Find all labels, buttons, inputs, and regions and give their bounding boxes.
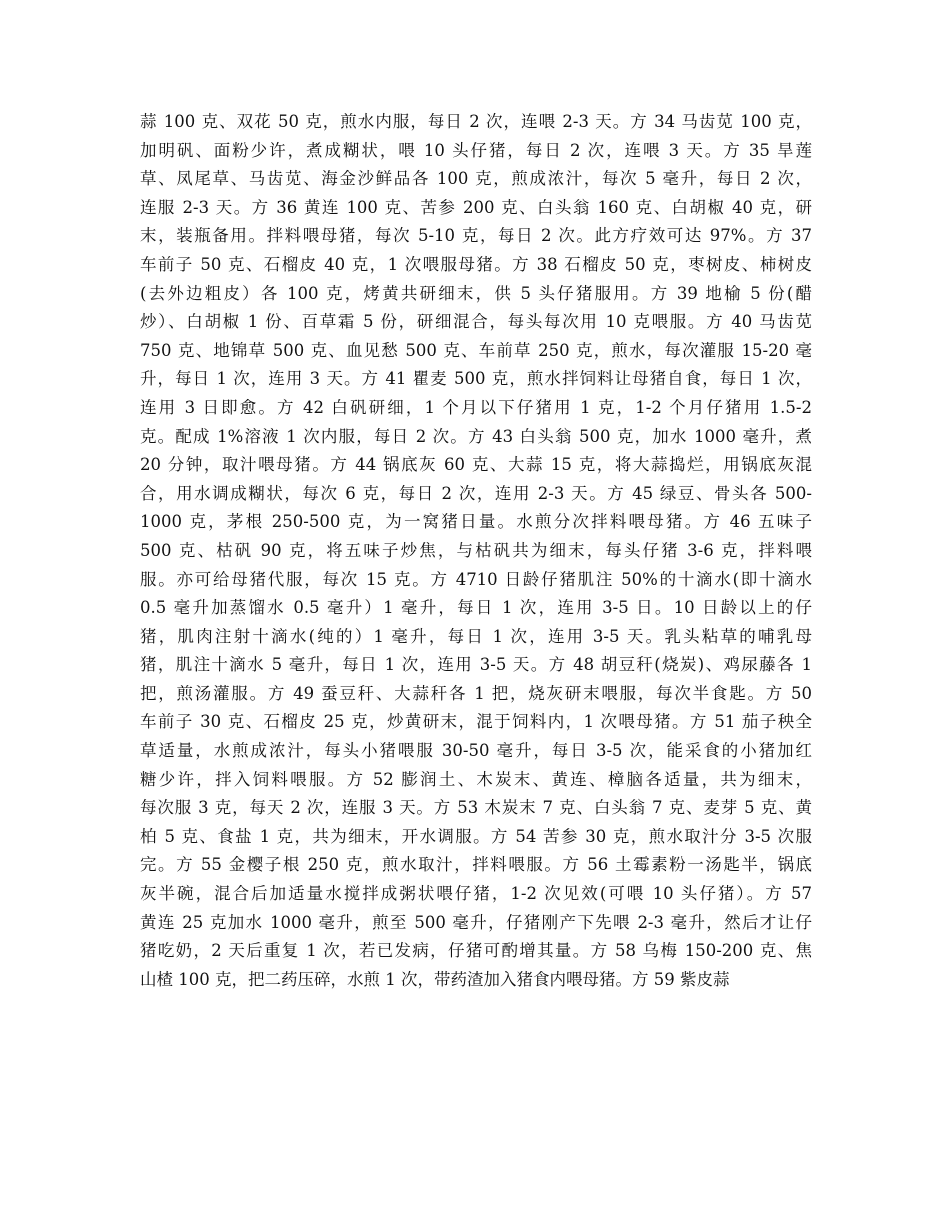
text-line-23: 草适量，水煎成浓汁，每头小猪喂服 30-50 毫升，每日 3-5 次，能采食的小猪加红: [140, 741, 812, 761]
text-line-30: 猪吃奶，2 天后重复 1 次，若已发病，仔猪可酌增其量。方 58 乌梅 150-200 克、焦: [140, 941, 812, 961]
text-line-25: 每次服 3 克，每天 2 次，连服 3 天。方 53 木炭末 7 克、白头翁 7 克、麦芽 5 克、黄: [140, 798, 812, 818]
text-line-29: 黄连 25 克加水 1000 毫升，煎至 500 毫升，仔猪刚产下先喂 2-3 毫升，然后才让仔: [140, 912, 812, 932]
text-line-8: 炒）、白胡椒 1 份、百草霜 5 份，研细混合，每头每次用 10 克喂服。方 40 马齿苋: [140, 312, 812, 332]
text-line-20: 猪，肌注十滴水 5 毫升，每日 1 次，连用 3-5 天。方 48 胡豆秆(烧炭)、鸡尿藤各 1: [140, 655, 812, 675]
text-line-18: 0.5 毫升加蒸馏水 0.5 毫升）1 毫升，每日 1 次，连用 3-5 日。10 日龄以上的仔: [140, 598, 812, 618]
text-line-22: 车前子 30 克、石榴皮 25 克，炒黄研末，混于饲料内，1 次喂母猪。方 51 茄子秧全: [140, 712, 812, 732]
text-line-6: 车前子 50 克、石榴皮 40 克，1 次喂服母猪。方 38 石榴皮 50 克，枣树皮、柿树皮: [140, 254, 812, 274]
text-line-7: (去外边粗皮）各 100 克，烤黄共研细末，供 5 头仔猪服用。方 39 地榆 5 份(醋: [140, 283, 812, 303]
text-line-26: 柏 5 克、食盐 1 克，共为细末，开水调服。方 54 苦参 30 克，煎水取汁分 3-5 次服: [140, 826, 812, 846]
text-line-12: 克。配成 1%溶液 1 次内服，每日 2 次。方 43 白头翁 500 克，加水 1000 毫升，煮: [140, 426, 812, 446]
text-line-4: 连服 2-3 天。方 36 黄连 100 克、苦参 200 克、白头翁 160 克、白胡椒 40 克，研: [140, 197, 812, 217]
text-line-21: 把，煎汤灌服。方 49 蚕豆秆、大蒜秆各 1 把，烧灰研末喂服，每次半食匙。方 50: [140, 683, 812, 703]
text-line-14: 合，用水调成糊状，每次 6 克，每日 2 次，连用 2-3 天。方 45 绿豆、骨头各 500-: [140, 483, 812, 503]
text-line-17: 服。亦可给母猪代服，每次 15 克。方 4710 日龄仔猪肌注 50%的十滴水(即十滴水: [140, 569, 812, 589]
text-line-2: 加明矾、面粉少许，煮成糊状，喂 10 头仔猪，每日 2 次，连喂 3 天。方 35 旱莲: [140, 140, 812, 160]
text-line-19: 猪，肌肉注射十滴水(纯的）1 毫升，每日 1 次，连用 3-5 天。乳头粘草的哺乳母: [140, 626, 812, 646]
body-text: [140, 108, 812, 994]
text-line-28: 灰半碗，混合后加适量水搅拌成粥状喂仔猪，1-2 次见效(可喂 10 头仔猪）。方 57: [140, 884, 812, 904]
text-line-13: 20 分钟，取汁喂母猪。方 44 锅底灰 60 克、大蒜 15 克，将大蒜捣烂，用锅底灰混: [140, 455, 812, 475]
text-line-16: 500 克、枯矾 90 克，将五味子炒焦，与枯矾共为细末，每头仔猪 3-6 克，拌料喂: [140, 540, 812, 560]
text-line-3: 草、凤尾草、马齿苋、海金沙鲜品各 100 克，煎成浓汁，每次 5 毫升，每日 2 次，: [140, 169, 812, 189]
text-line-27: 完。方 55 金樱子根 250 克，煎水取汁，拌料喂服。方 56 土霉素粉一汤匙半，锅底: [140, 855, 812, 875]
text-line-10: 升，每日 1 次，连用 3 天。方 41 瞿麦 500 克，煎水拌饲料让母猪自食，每日 1 次，: [140, 369, 812, 389]
text-line-11: 连用 3 日即愈。方 42 白矾研细，1 个月以下仔猪用 1 克，1-2 个月仔猪用 1.5-2: [140, 397, 812, 417]
text-line-15: 1000 克，茅根 250-500 克，为一窝猪日量。水煎分次拌料喂母猪。方 46 五味子: [140, 512, 812, 532]
text-line-31: 山楂 100 克，把二药压碎，水煎 1 次，带药渣加入猪食内喂母猪。方 59 紫皮蒜: [140, 969, 730, 989]
text-line-1: 蒜 100 克、双花 50 克，煎水内服，每日 2 次，连喂 2-3 天。方 34 马齿苋 100 克，: [140, 112, 812, 131]
text-line-9: 750 克、地锦草 500 克、血见愁 500 克、车前草 250 克，煎水，每次灌服 15-20 毫: [140, 340, 812, 360]
text-line-5: 末，装瓶备用。拌料喂母猪，每次 5-10 克，每日 2 次。此方疗效可达 97%。方 37: [140, 226, 812, 246]
text-line-24: 糖少许，拌入饲料喂服。方 52 膨润土、木炭末、黄连、樟脑各适量，共为细末，: [140, 769, 812, 789]
